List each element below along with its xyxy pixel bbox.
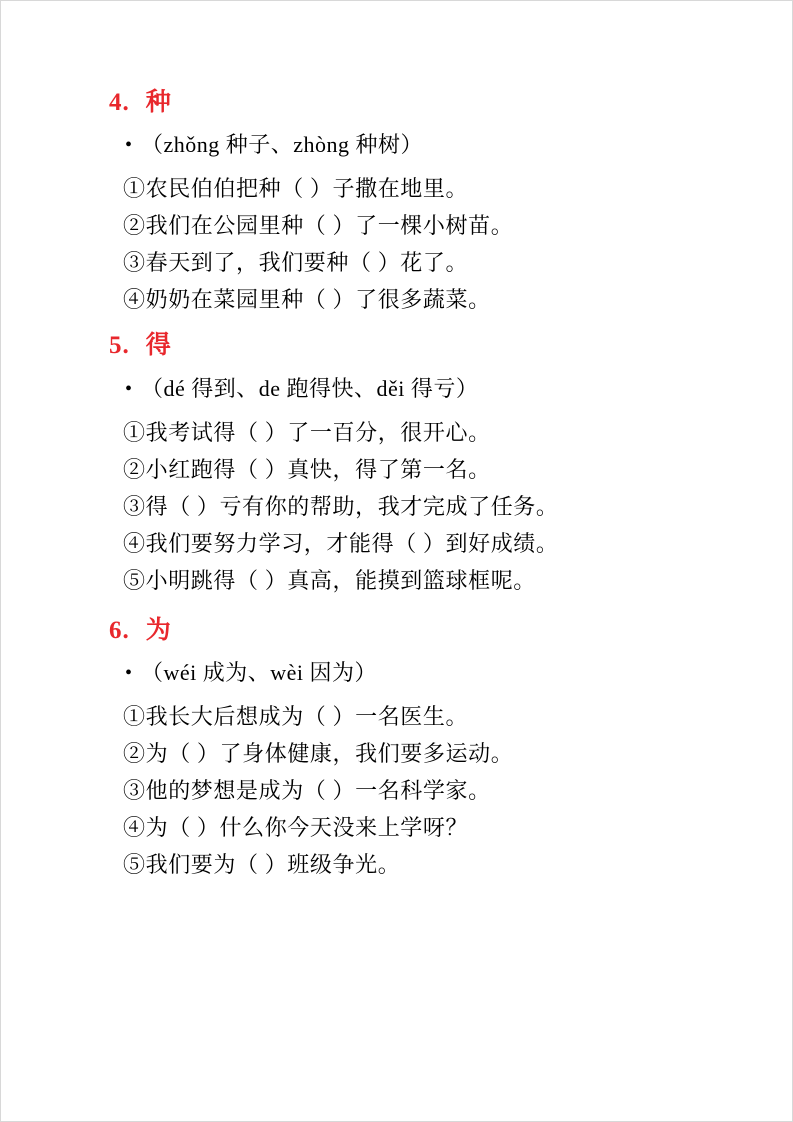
list-item: ③他的梦想是成为（ ）一名科学家。 (123, 777, 491, 803)
pinyin-bullet-row (109, 656, 709, 690)
pinyin-note: （zhǒng 种子、zhòng 种树） (141, 132, 424, 158)
list-item: ④我们要努力学习，才能得（ ）到好成绩。 (123, 530, 559, 556)
list-item: ③春天到了，我们要种（ ）花了。 (123, 250, 469, 276)
section-heading (109, 330, 709, 361)
exercise-section (109, 615, 709, 883)
list-item: ②小红跑得（ ）真快，得了第一名。 (123, 456, 491, 482)
list-item: ①我长大后想成为（ ）一名医生。 (123, 703, 469, 729)
bullet-icon: • (125, 134, 133, 157)
pinyin-bullet-row (109, 128, 709, 162)
document-content (109, 87, 709, 889)
section-heading (109, 87, 709, 118)
list-item: ①我考试得（ ）了一百分，很开心。 (123, 419, 491, 445)
sentence-list (109, 698, 709, 883)
pinyin-bullet-row (109, 372, 709, 406)
section-character: 种 (145, 89, 172, 116)
exercise-section (109, 87, 709, 318)
pinyin-note: （dé 得到、de 跑得快、děi 得亏） (141, 375, 479, 401)
list-item: ⑤我们要为（ ）班级争光。 (123, 851, 401, 877)
bullet-icon: • (125, 661, 133, 684)
section-number: 5. (109, 332, 130, 360)
sentence-list (109, 170, 709, 318)
section-heading (109, 615, 709, 646)
list-item: ②为（ ）了身体健康，我们要多运动。 (123, 740, 514, 766)
list-item: ④奶奶在菜园里种（ ）了很多蔬菜。 (123, 287, 491, 313)
bullet-icon: • (125, 377, 133, 400)
section-number: 4. (109, 89, 130, 116)
section-character: 得 (145, 332, 172, 360)
list-item: ⑤小明跳得（ ）真高，能摸到篮球框呢。 (123, 567, 536, 593)
sentence-list (109, 414, 709, 599)
list-item: ③得（ ）亏有你的帮助，我才完成了任务。 (123, 493, 559, 519)
list-item: ①农民伯伯把种（ ）子撒在地里。 (123, 176, 469, 202)
list-item: ④为（ ）什么你今天没来上学呀？ (123, 814, 469, 840)
section-character: 为 (145, 616, 172, 644)
exercise-section (109, 330, 709, 598)
section-number: 6. (109, 616, 130, 644)
pinyin-note: （wéi 成为、wèi 因为） (141, 659, 378, 685)
list-item: ②我们在公园里种（ ）了一棵小树苗。 (123, 213, 514, 239)
